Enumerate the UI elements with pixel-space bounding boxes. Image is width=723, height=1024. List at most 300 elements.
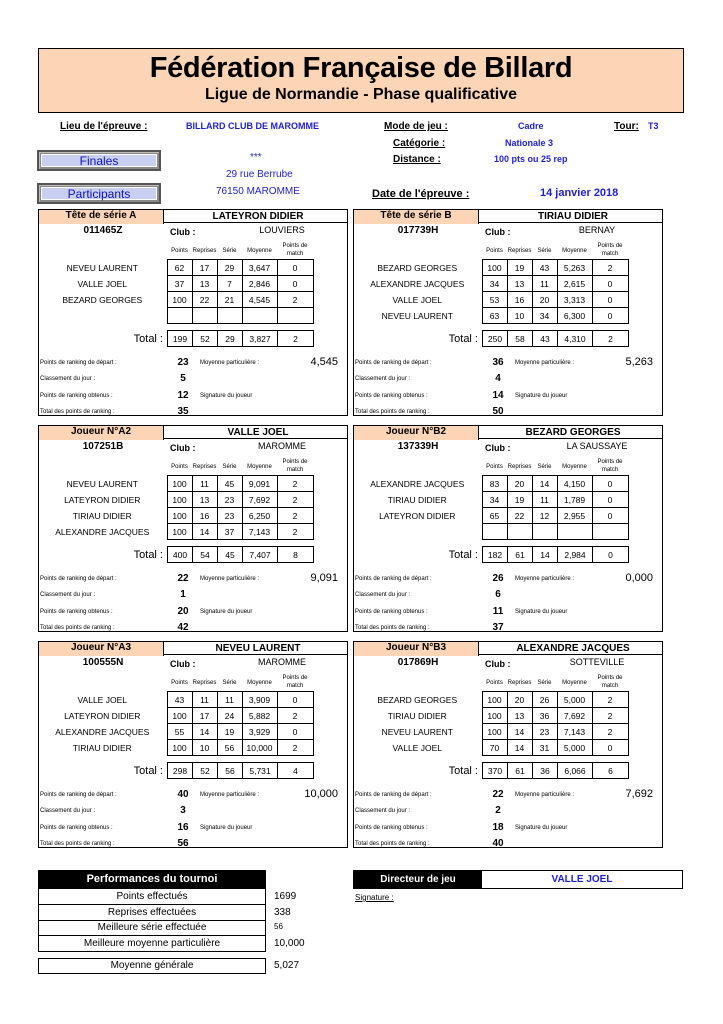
total-table [482,330,629,347]
col-serie: Série [537,248,552,254]
opponent-name: VALLE JOEL [392,742,442,753]
total-cell: 2,984 [558,547,593,563]
player-club: SOTTEVILLE [569,657,625,667]
match-cell: 19 [217,724,242,740]
ranking-depart-label: Points de ranking de départ : [40,792,117,798]
total-cell: 182 [483,547,508,563]
ranking-depart-label: Points de ranking de départ : [355,360,432,366]
classement-label: Classement du jour : [355,808,411,814]
stars: *** [250,152,262,163]
total-ranking-label: Total des points de ranking : [40,841,115,847]
match-table [38,259,314,324]
col-reprises: Reprises [507,248,532,254]
match-cell: 0 [592,276,628,292]
total-ranking-value: 42 [177,622,189,633]
match-cell: 17 [192,260,217,276]
match-cell: 34 [482,276,507,292]
total-row [168,763,314,779]
total-table [167,330,314,347]
opponent-name: NEVEU LAURENT [381,726,453,737]
finales-button-label: Finales [41,154,157,167]
match-cell: 13 [192,492,217,508]
player-head [38,425,348,439]
total-ranking-label: Total des points de ranking : [40,625,115,631]
match-cell: 3,909 [242,692,277,708]
ranking-obtenus-value: 11 [492,606,504,617]
match-cell: 29 [217,260,242,276]
player-head [38,209,348,223]
match-cell: 14 [507,740,532,756]
opponent-name: ALEXANDRE JACQUES [55,526,150,537]
match-cell: 23 [532,724,557,740]
ranking-obtenus-label: Points de ranking obtenus : [40,609,113,615]
total-cell: 8 [278,547,314,563]
total-ranking-value: 35 [177,406,189,417]
signature-joueur-label: Signature du joueur [515,825,568,831]
total-cell: 3,827 [243,331,278,347]
document-title: Fédération Française de Billard [149,52,573,84]
match-cell: 2,955 [557,508,592,524]
match-cell [532,524,557,540]
match-cell: 13 [192,276,217,292]
total-cell: 199 [168,331,193,347]
match-cell: 2,615 [557,276,592,292]
match-cell: 100 [167,492,192,508]
table-row [353,292,628,308]
classement-value: 6 [495,589,501,600]
player-seed: Joueur N°A2 [39,426,164,440]
player-seed: Joueur N°B3 [354,642,479,656]
ranking-depart-value: 22 [492,789,504,800]
match-cell: 22 [192,292,217,308]
match-cell: 2 [277,292,313,308]
total-cell: 4 [278,763,314,779]
moy-part-label: Moyenne particulière : [515,360,575,366]
match-cell: 20 [507,692,532,708]
table-row [38,308,313,324]
col-serie: Série [222,680,237,686]
match-cell: 23 [217,508,242,524]
table-row [353,260,628,276]
match-cell: 2 [277,492,313,508]
total-label: Total : [448,765,478,777]
classement-value: 3 [180,805,186,816]
categorie-label: Catégorie : [393,138,446,149]
match-cell [192,308,217,324]
ranking-depart-value: 36 [492,357,504,368]
moy-part-value: 7,692 [625,788,653,800]
table-row [353,492,628,508]
player-license: 107251B [82,441,124,452]
ranking-obtenus-label: Points de ranking obtenus : [355,609,428,615]
opponent-name: NEVEU LAURENT [66,262,138,273]
match-cell: 0 [277,260,313,276]
total-cell: 61 [508,547,533,563]
perf-item-value: 10,000 [274,937,305,949]
table-row [38,492,313,508]
perf-item-value: 338 [274,906,291,918]
distance-label: Distance : [393,154,441,165]
match-cell: 100 [167,524,192,540]
match-cell: 7 [217,276,242,292]
match-cell: 13 [507,708,532,724]
table-row [353,724,628,740]
match-cell: 1,789 [557,492,592,508]
match-cell: 14 [192,524,217,540]
match-cell: 70 [482,740,507,756]
perf-item-label: Meilleure série effectuée [38,920,266,936]
match-cell: 0 [592,740,628,756]
match-cell: 100 [482,260,507,276]
signature-joueur-label: Signature du joueur [200,609,253,615]
total-ranking-label: Total des points de ranking : [355,409,430,415]
total-table [482,546,629,563]
participants-button[interactable] [37,183,161,204]
col-reprises: Reprises [192,464,217,470]
match-cell: 14 [507,724,532,740]
match-table [38,691,314,756]
col-serie: Série [537,680,552,686]
mode-value: Cadre [518,121,544,131]
table-row [38,476,313,492]
total-cell: 400 [168,547,193,563]
moy-part-label: Moyenne particulière : [200,792,260,798]
match-cell: 63 [482,308,507,324]
finales-button[interactable] [37,150,161,171]
col-moyenne: Moyenne [562,680,587,686]
match-cell: 10 [507,308,532,324]
match-cell: 2 [592,692,628,708]
col-reprises: Reprises [192,680,217,686]
club-label: Club : [170,227,196,237]
match-cell: 0 [592,508,628,524]
match-cell: 7,143 [242,524,277,540]
total-table [167,546,314,563]
match-cell: 0 [592,492,628,508]
player-name: BEZARD GEORGES [525,427,621,438]
ranking-depart-value: 40 [177,789,189,800]
opponent-name: TIRIAU DIDIER [72,742,132,753]
directeur-label: Directeur de jeu [354,871,482,888]
match-cell: 83 [482,476,507,492]
opponent-name: LATEYRON DIDIER [379,510,456,521]
match-cell: 21 [217,292,242,308]
match-cell: 20 [507,476,532,492]
match-cell: 13 [507,276,532,292]
match-cell: 100 [167,708,192,724]
opponent-name: VALLE JOEL [77,694,127,705]
player-seed: Joueur N°B2 [354,426,479,440]
moy-part-label: Moyenne particulière : [200,360,260,366]
match-cell: 3,313 [557,292,592,308]
col-moyenne: Moyenne [247,464,272,470]
match-cell: 5,263 [557,260,592,276]
total-table [167,762,314,779]
opponent-name: NEVEU LAURENT [66,478,138,489]
player-head [353,209,663,223]
player-name: TIRIAU DIDIER [538,211,608,222]
col-points-match: Points de match [597,459,623,473]
ranking-depart-label: Points de ranking de départ : [40,576,117,582]
match-cell: 65 [482,508,507,524]
club-label: Club : [170,659,196,669]
player-license: 011465Z [83,225,123,236]
opponent-name: TIRIAU DIDIER [387,494,447,505]
match-cell: 2 [277,708,313,724]
match-cell: 37 [167,276,192,292]
ranking-obtenus-label: Points de ranking obtenus : [40,393,113,399]
match-cell: 6,300 [557,308,592,324]
ranking-obtenus-value: 12 [177,390,189,401]
col-serie: Série [222,464,237,470]
total-cell: 14 [533,547,558,563]
match-cell: 10,000 [242,740,277,756]
opponent-name [353,524,482,540]
player-name: VALLE JOEL [227,427,289,438]
total-ranking-value: 50 [492,406,504,417]
classement-label: Classement du jour : [40,808,96,814]
match-cell: 100 [482,708,507,724]
match-cell: 22 [507,508,532,524]
player-head [353,641,663,655]
match-cell: 26 [532,692,557,708]
total-cell: 6 [593,763,629,779]
table-row [353,508,628,524]
col-points: Points [171,464,188,470]
match-cell [482,524,507,540]
match-cell: 56 [217,740,242,756]
match-cell: 0 [592,476,628,492]
match-cell: 11 [192,476,217,492]
table-row [38,708,313,724]
col-moyenne: Moyenne [562,248,587,254]
total-ranking-label: Total des points de ranking : [40,409,115,415]
total-cell: 52 [193,763,218,779]
match-cell: 100 [167,508,192,524]
match-cell [557,524,592,540]
match-cell: 6,250 [242,508,277,524]
signature-joueur-label: Signature du joueur [200,825,253,831]
ranking-obtenus-label: Points de ranking obtenus : [355,825,428,831]
match-cell: 4,545 [242,292,277,308]
table-row [38,740,313,756]
match-cell: 11 [532,492,557,508]
match-cell: 34 [532,308,557,324]
match-cell: 0 [277,724,313,740]
club-label: Club : [170,443,196,453]
total-label: Total : [448,333,478,345]
total-row [483,763,629,779]
opponent-name: LATEYRON DIDIER [64,494,141,505]
match-cell: 11 [532,276,557,292]
match-table [353,259,629,324]
classement-label: Classement du jour : [355,592,411,598]
total-cell: 4,310 [558,331,593,347]
moy-part-label: Moyenne particulière : [200,576,260,582]
ranking-obtenus-label: Points de ranking obtenus : [355,393,428,399]
directeur-value: VALLE JOEL [551,874,613,885]
classement-value: 1 [180,589,186,600]
match-cell: 36 [532,708,557,724]
player-block [38,209,348,416]
opponent-name: LATEYRON DIDIER [64,710,141,721]
match-cell: 4,150 [557,476,592,492]
match-cell: 3,647 [242,260,277,276]
player-club: MAROMME [258,657,306,667]
total-cell: 61 [508,763,533,779]
club-label: Club : [485,443,511,453]
player-license: 137339H [397,441,439,452]
match-cell: 2 [592,708,628,724]
col-points-match: Points de match [282,243,308,257]
match-cell: 17 [192,708,217,724]
opponent-name: TIRIAU DIDIER [72,510,132,521]
match-table [353,691,629,756]
date-label: Date de l'épreuve : [372,188,470,200]
total-label: Total : [448,549,478,561]
match-cell: 100 [482,724,507,740]
categorie-value: Nationale 3 [505,138,554,148]
match-cell: 12 [532,508,557,524]
moy-part-value: 9,091 [310,572,338,584]
col-serie: Série [537,464,552,470]
table-row [38,692,313,708]
player-name: NEVEU LAURENT [215,643,301,654]
total-ranking-value: 40 [492,838,504,849]
lieu-value: BILLARD CLUB DE MAROMME [186,121,319,131]
table-row [38,508,313,524]
tour-value: T3 [648,121,659,131]
match-cell: 37 [217,524,242,540]
classement-value: 2 [495,805,501,816]
match-cell: 0 [592,308,628,324]
col-points-match: Points de match [597,243,623,257]
match-cell: 2,846 [242,276,277,292]
total-cell: 5,731 [243,763,278,779]
player-club: LA SAUSSAYE [566,441,628,451]
total-table [482,762,629,779]
ranking-depart-label: Points de ranking de départ : [355,792,432,798]
table-row [353,476,628,492]
opponent-name: BEZARD GEORGES [62,294,143,305]
match-cell: 19 [507,492,532,508]
moy-part-label: Moyenne particulière : [515,576,575,582]
player-seed: Tête de série B [354,210,479,224]
match-cell: 0 [277,692,313,708]
moy-part-value: 10,000 [304,788,338,800]
perf-item-label: Reprises effectuées [38,905,266,921]
player-license: 017869H [397,657,439,668]
col-points: Points [486,680,503,686]
match-cell: 53 [482,292,507,308]
total-cell: 29 [218,331,243,347]
match-cell: 0 [592,292,628,308]
total-cell: 52 [193,331,218,347]
ranking-obtenus-value: 16 [177,822,189,833]
total-row [168,331,314,347]
match-cell: 2 [277,476,313,492]
match-cell: 2 [277,508,313,524]
moy-gen-label: Moyenne générale [38,958,266,974]
col-moyenne: Moyenne [247,680,272,686]
address-line2: 76150 MAROMME [216,186,300,197]
table-row [353,524,628,540]
col-points-match: Points de match [282,459,308,473]
moy-gen-value: 5,027 [274,960,300,971]
classement-label: Classement du jour : [40,592,96,598]
mode-label: Mode de jeu : [384,121,448,132]
date-value: 14 janvier 2018 [540,187,619,199]
col-points: Points [486,464,503,470]
total-ranking-value: 37 [492,622,504,633]
classement-value: 4 [495,373,501,384]
player-block [353,425,663,632]
match-cell: 43 [532,260,557,276]
match-cell: 2 [592,260,628,276]
match-cell [242,308,277,324]
player-head [353,425,663,439]
moy-part-value: 4,545 [310,356,338,368]
player-seed: Joueur N°A3 [39,642,164,656]
player-block [38,641,348,848]
perf-item-value: 1699 [274,891,297,902]
ranking-depart-value: 22 [177,573,189,584]
player-club: MAROMME [258,441,306,451]
match-cell: 2 [277,740,313,756]
opponent-name: ALEXANDRE JACQUES [55,726,150,737]
total-ranking-label: Total des points de ranking : [355,841,430,847]
match-cell: 7,692 [557,708,592,724]
col-moyenne: Moyenne [247,248,272,254]
player-license: 100555N [82,657,124,668]
col-points-match: Points de match [597,675,623,689]
match-cell: 43 [167,692,192,708]
match-cell: 5,000 [557,740,592,756]
match-cell: 16 [192,508,217,524]
player-block [353,209,663,416]
match-cell: 7,692 [242,492,277,508]
opponent-name: VALLE JOEL [77,278,127,289]
table-row [353,708,628,724]
match-cell: 24 [217,708,242,724]
table-row [38,524,313,540]
match-cell: 100 [167,476,192,492]
opponent-name: ALEXANDRE JACQUES [370,278,465,289]
table-row [353,740,628,756]
match-cell: 16 [507,292,532,308]
ranking-depart-value: 23 [177,357,189,368]
ranking-obtenus-value: 20 [177,606,189,617]
player-club: LOUVIERS [259,225,305,235]
opponent-name: ALEXANDRE JACQUES [370,478,465,489]
total-ranking-label: Total des points de ranking : [355,625,430,631]
total-cell: 6,066 [558,763,593,779]
ranking-obtenus-label: Points de ranking obtenus : [40,825,113,831]
match-cell [277,308,313,324]
match-cell: 62 [167,260,192,276]
classement-label: Classement du jour : [355,376,411,382]
tour-label: Tour: [614,121,639,132]
match-cell: 2 [277,524,313,540]
document-subtitle: Ligue de Normandie - Phase qualificative [204,86,518,103]
match-cell: 23 [217,492,242,508]
match-table [353,475,629,540]
total-label: Total : [133,765,163,777]
total-cell: 56 [218,763,243,779]
classement-label: Classement du jour : [40,376,96,382]
total-label: Total : [133,549,163,561]
lieu-label: Lieu de l'épreuve : [60,121,148,132]
